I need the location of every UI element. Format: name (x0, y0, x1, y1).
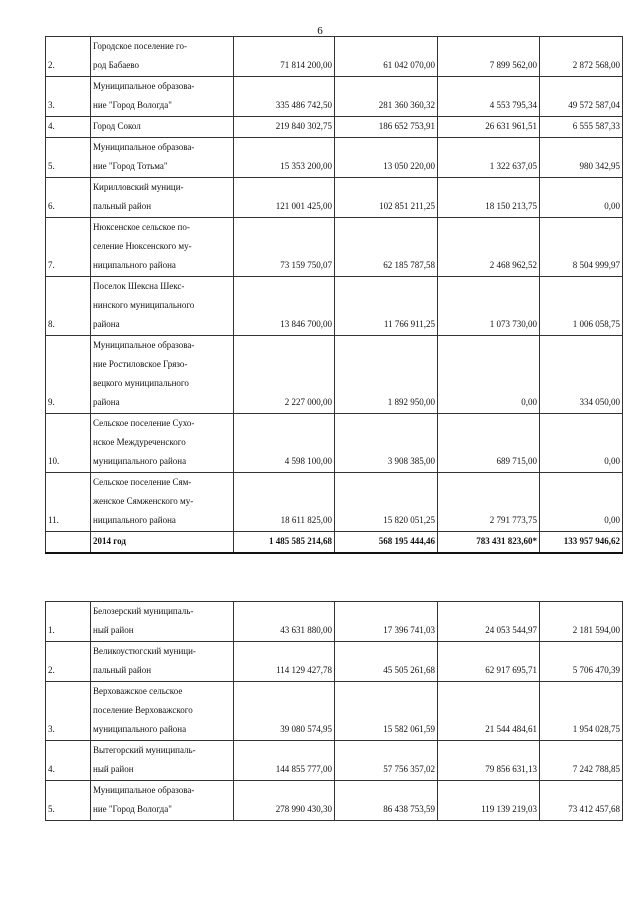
municipality-name-line: ние "Город Вологда" (93, 100, 172, 110)
amount-cell: 114 129 427,78 (234, 642, 335, 682)
row-number: 7. (46, 218, 91, 277)
amount-cell: 7 899 562,00 (438, 37, 540, 77)
table-row (46, 117, 623, 138)
row-number: 5. (46, 781, 91, 821)
amount-cell: 7 242 788,85 (540, 741, 623, 781)
municipality-name (91, 741, 234, 781)
amount-cell: 5 706 470,39 (540, 642, 623, 682)
amount-cell: 6 555 587,33 (540, 117, 623, 138)
municipality-name-line: ный район (93, 625, 134, 635)
municipality-name-line: Белозерский муниципаль- (93, 606, 194, 616)
amount-cell: 2 227 000,00 (234, 336, 335, 414)
municipality-name-line: Муниципальное образова- (93, 142, 195, 152)
amount-cell: 281 360 360,32 (335, 77, 438, 117)
municipality-name-line: женское Сямженского му- (93, 496, 194, 506)
amount-cell: 79 856 631,13 (438, 741, 540, 781)
municipality-name (91, 414, 234, 473)
amount-cell: 1 073 730,00 (438, 277, 540, 336)
amount-cell: 0,00 (438, 336, 540, 414)
amount-cell: 4 553 795,34 (438, 77, 540, 117)
amount-cell: 57 756 357,02 (335, 741, 438, 781)
municipality-name-line: Поселок Шексна Шекс- (93, 281, 185, 291)
row-number: 2. (46, 642, 91, 682)
amount-cell: 11 766 911,25 (335, 277, 438, 336)
amount-cell: 86 438 753,59 (335, 781, 438, 821)
amount-cell: 62 185 787,58 (335, 218, 438, 277)
table-row (46, 37, 623, 77)
table-row (46, 414, 623, 473)
municipality-name-line: ние "Город Тотьма" (93, 161, 168, 171)
amount-cell: 13 050 220,00 (335, 138, 438, 178)
amount-cell: 1 892 950,00 (335, 336, 438, 414)
amount-cell: 73 159 750,07 (234, 218, 335, 277)
row-number: 9. (46, 336, 91, 414)
municipality-name-line: Великоустюгский муници- (93, 646, 196, 656)
amount-cell: 17 396 741,03 (335, 602, 438, 642)
row-number: 11. (46, 473, 91, 532)
amount-cell: 15 582 061,59 (335, 682, 438, 741)
amount-cell: 26 631 961,51 (438, 117, 540, 138)
amount-cell: 334 050,00 (540, 336, 623, 414)
municipality-name-line: Муниципальное образова- (93, 340, 195, 350)
municipality-name-line: Муниципальное образова- (93, 785, 195, 795)
municipality-name (91, 178, 234, 218)
municipality-name-line: пальный район (93, 665, 152, 675)
amount-cell: 15 820 051,25 (335, 473, 438, 532)
amount-cell: 335 486 742,50 (234, 77, 335, 117)
municipality-name (91, 37, 234, 77)
municipality-name-line: ный район (93, 764, 134, 774)
amount-cell: 980 342,95 (540, 138, 623, 178)
row-number: 4. (46, 741, 91, 781)
row-number: 3. (46, 682, 91, 741)
municipality-name (91, 77, 234, 117)
amount-cell: 186 652 753,91 (335, 117, 438, 138)
amount-cell: 278 990 430,30 (234, 781, 335, 821)
amount-cell: 8 504 999,97 (540, 218, 623, 277)
municipality-name (91, 117, 234, 138)
municipality-name-line: вецкого муниципального (93, 378, 189, 388)
row-number: 1. (46, 602, 91, 642)
table-row (46, 602, 623, 642)
row-number: 3. (46, 77, 91, 117)
municipality-name (91, 642, 234, 682)
table-row (46, 138, 623, 178)
amount-cell: 18 150 213,75 (438, 178, 540, 218)
amount-cell: 24 053 544,97 (438, 602, 540, 642)
table-row (46, 741, 623, 781)
amount-cell: 71 814 200,00 (234, 37, 335, 77)
amount-cell: 219 840 302,75 (234, 117, 335, 138)
amount-cell: 2 468 962,52 (438, 218, 540, 277)
municipality-name (91, 277, 234, 336)
table-row (46, 473, 623, 532)
table-row (46, 781, 623, 821)
amount-cell: 2 181 594,00 (540, 602, 623, 642)
amount-cell: 4 598 100,00 (234, 414, 335, 473)
municipality-name-line: Городское поселение го- (93, 41, 187, 51)
amount-cell: 1 006 058,75 (540, 277, 623, 336)
amount-cell: 1 954 028,75 (540, 682, 623, 741)
municipality-name-line: Сельское поселение Сям- (93, 477, 192, 487)
amount-cell: 2 791 773,75 (438, 473, 540, 532)
total-amount: 783 431 823,60* (438, 532, 540, 554)
funding-table-2013 (45, 36, 623, 554)
municipality-name (91, 682, 234, 741)
amount-cell: 13 846 700,00 (234, 277, 335, 336)
municipality-name-line: Сельское поселение Сухо- (93, 418, 195, 428)
total-empty-cell (46, 532, 91, 554)
municipality-name (91, 336, 234, 414)
amount-cell: 43 631 880,00 (234, 602, 335, 642)
amount-cell: 121 001 425,00 (234, 178, 335, 218)
municipality-name-line: селение Нюксенского му- (93, 241, 192, 251)
municipality-name (91, 218, 234, 277)
amount-cell: 73 412 457,68 (540, 781, 623, 821)
table-row (46, 178, 623, 218)
row-number: 6. (46, 178, 91, 218)
amount-cell: 3 908 385,00 (335, 414, 438, 473)
table-row (46, 277, 623, 336)
amount-cell: 21 544 484,61 (438, 682, 540, 741)
row-number: 4. (46, 117, 91, 138)
municipality-name (91, 473, 234, 532)
amount-cell: 39 080 574,95 (234, 682, 335, 741)
amount-cell: 0,00 (540, 414, 623, 473)
amount-cell: 1 322 637,05 (438, 138, 540, 178)
municipality-name-line: муниципального района (93, 456, 187, 466)
amount-cell: 15 353 200,00 (234, 138, 335, 178)
amount-cell: 0,00 (540, 473, 623, 532)
municipality-name-line: района (93, 319, 120, 329)
total-amount: 1 485 585 214,68 (234, 532, 335, 554)
total-amount: 568 195 444,46 (335, 532, 438, 554)
table-row (46, 77, 623, 117)
municipality-name-line: род Бабаево (93, 60, 139, 70)
municipality-name-line: Нюксенское сельское по- (93, 222, 190, 232)
municipality-name-line: поселение Верховажского (93, 705, 193, 715)
municipality-name-line: Муниципальное образова- (93, 81, 195, 91)
amount-cell: 62 917 695,71 (438, 642, 540, 682)
municipality-name-line: Верховажское сельское (93, 686, 183, 696)
amount-cell: 45 505 261,68 (335, 642, 438, 682)
municipality-name (91, 781, 234, 821)
municipality-name-line: ниципального района (93, 515, 176, 525)
amount-cell: 49 572 587,04 (540, 77, 623, 117)
municipality-name (91, 602, 234, 642)
amount-cell: 119 139 219,03 (438, 781, 540, 821)
row-number: 2. (46, 37, 91, 77)
municipality-name-line: муниципального района (93, 724, 187, 734)
municipality-name-line: нское Междуреченского (93, 437, 186, 447)
amount-cell: 18 611 825,00 (234, 473, 335, 532)
row-number: 5. (46, 138, 91, 178)
municipality-name-line: ние Ростиловское Грязо- (93, 359, 188, 369)
municipality-name (91, 138, 234, 178)
table-row (46, 682, 623, 741)
page-number: 6 (317, 25, 323, 37)
row-number: 10. (46, 414, 91, 473)
municipality-name-line: ние "Город Вологда" (93, 804, 172, 814)
total-amount: 133 957 946,62 (540, 532, 623, 554)
amount-cell: 102 851 211,25 (335, 178, 438, 218)
table-row (46, 642, 623, 682)
funding-table-2014 (45, 601, 623, 821)
municipality-name-line: Вытегорский муниципаль- (93, 745, 196, 755)
municipality-name-line: пальный район (93, 201, 152, 211)
municipality-name-line: ниципального района (93, 260, 176, 270)
amount-cell: 144 855 777,00 (234, 741, 335, 781)
municipality-name-line: Город Сокол (93, 121, 141, 131)
municipality-name-line: Кирилловский муници- (93, 182, 184, 192)
total-label: 2014 год (91, 532, 234, 554)
amount-cell: 61 042 070,00 (335, 37, 438, 77)
amount-cell: 0,00 (540, 178, 623, 218)
table-row (46, 336, 623, 414)
municipality-name-line: района (93, 397, 120, 407)
amount-cell: 689 715,00 (438, 414, 540, 473)
amount-cell: 2 872 568,00 (540, 37, 623, 77)
row-number: 8. (46, 277, 91, 336)
table-row (46, 218, 623, 277)
municipality-name-line: нинского муниципального (93, 300, 195, 310)
total-row (46, 532, 623, 554)
